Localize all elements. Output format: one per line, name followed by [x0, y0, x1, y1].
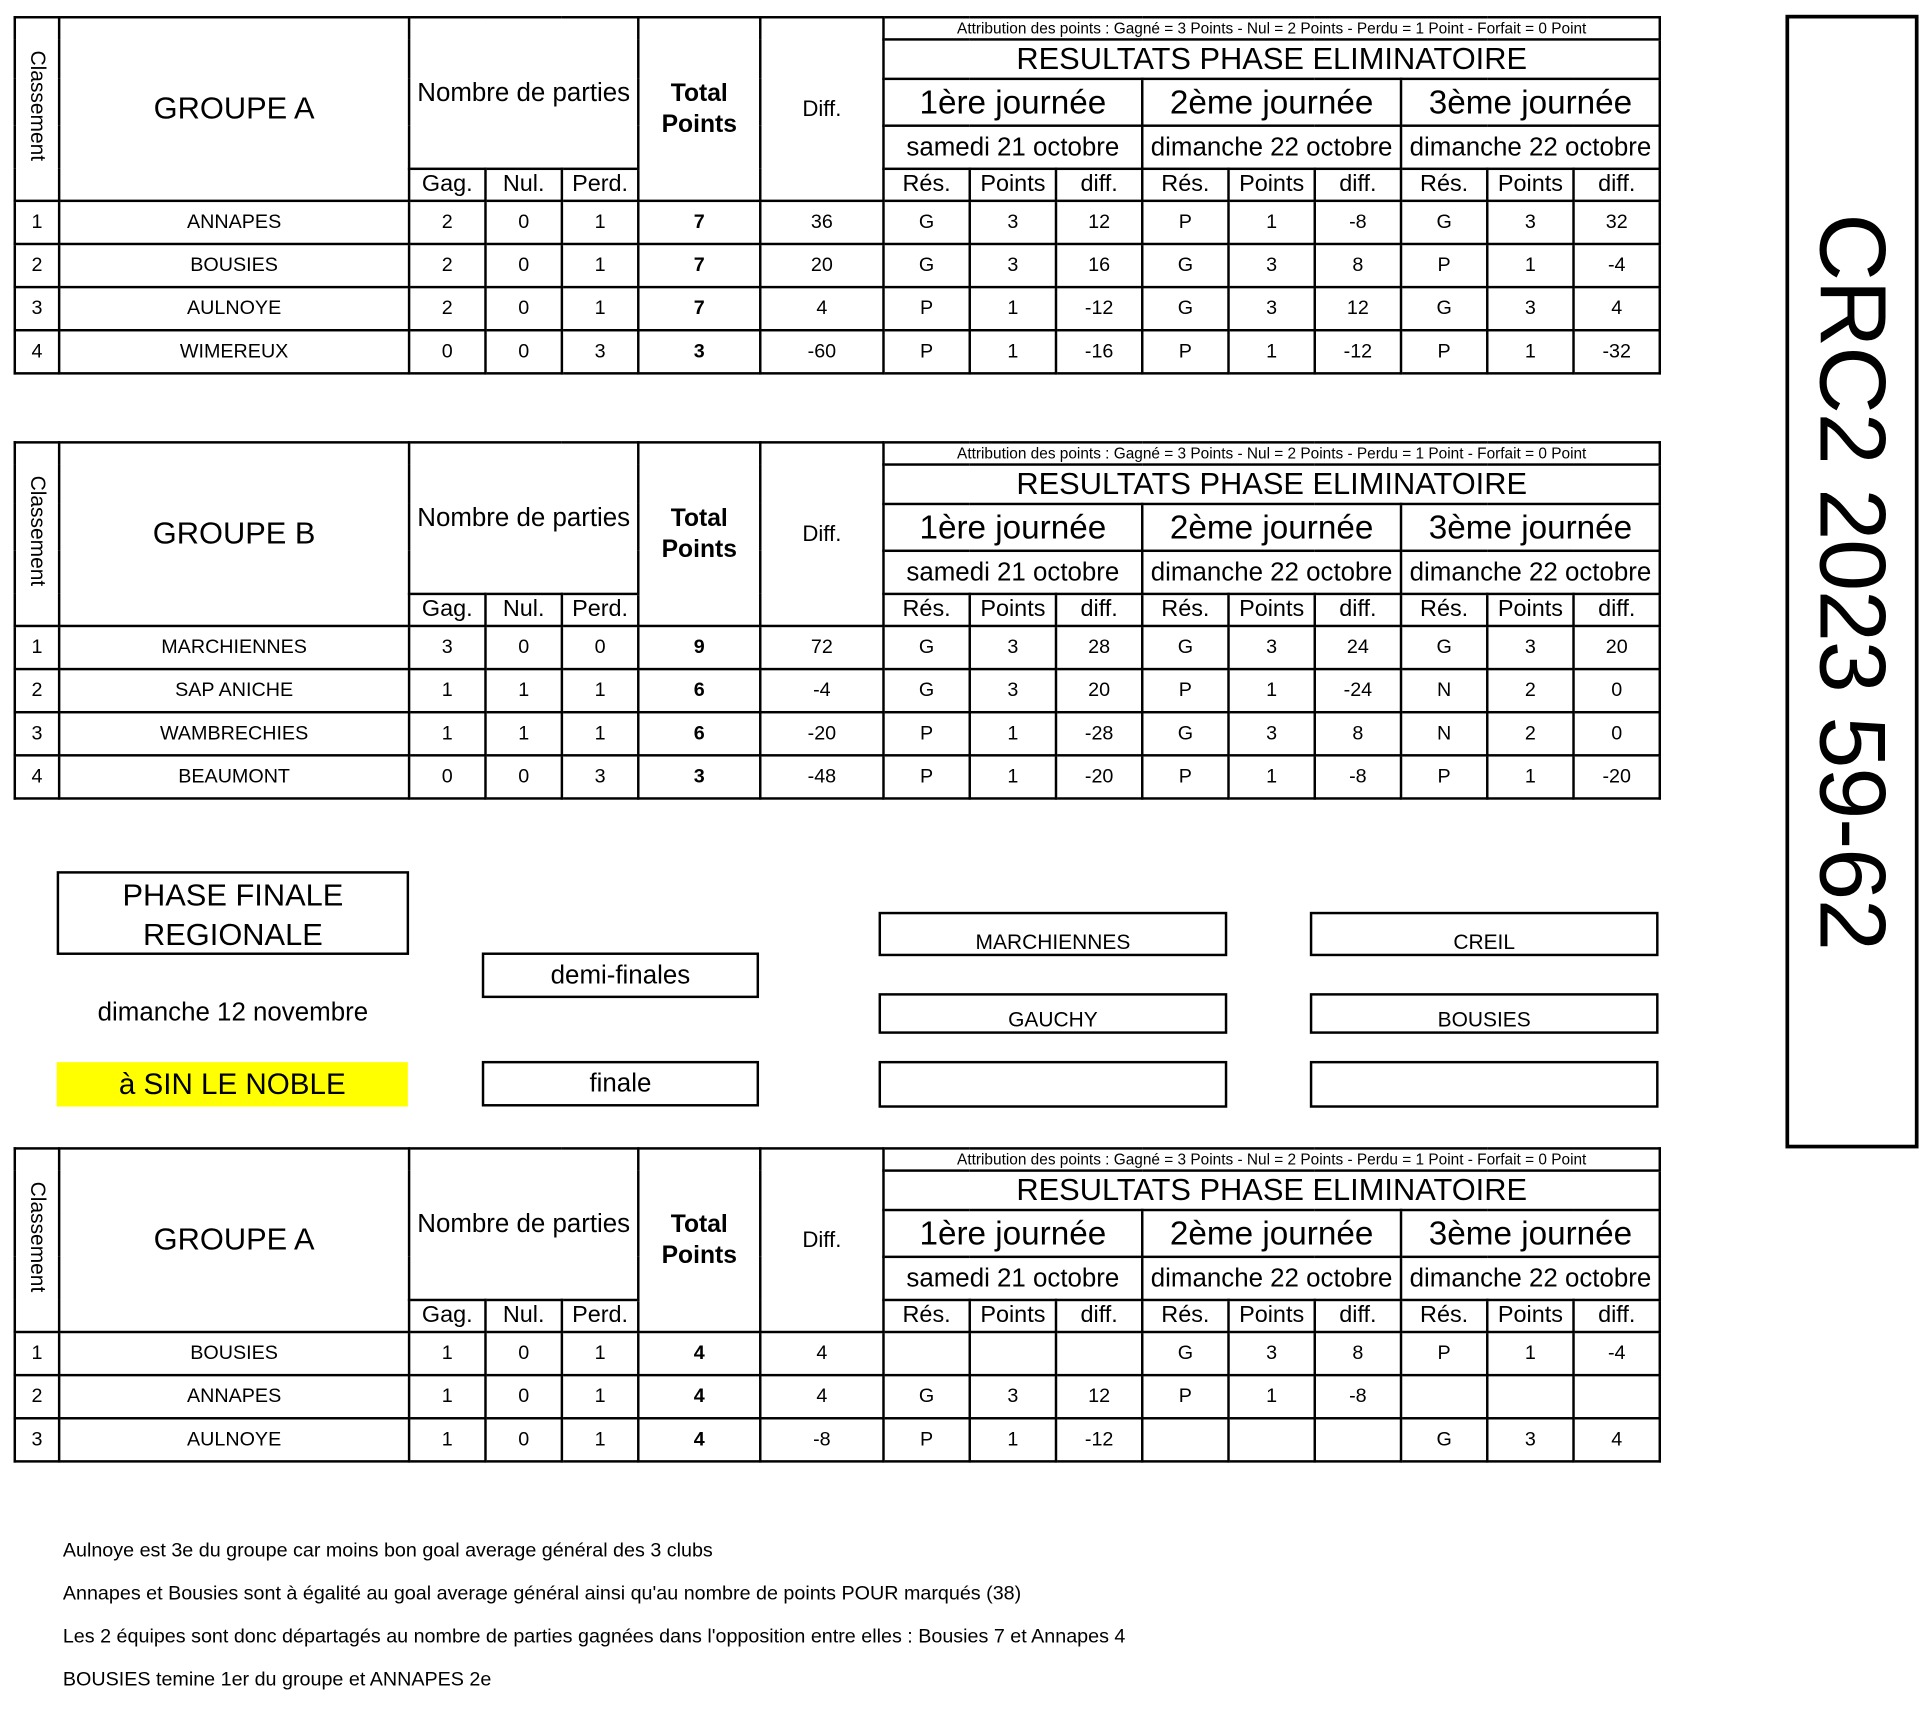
points-header: Points: [1229, 1300, 1315, 1332]
res-header: Rés.: [883, 1300, 969, 1332]
cell-j3-diff: 4: [1574, 287, 1660, 330]
cell-j1-diff: -12: [1056, 287, 1142, 330]
cell-nul: 0: [485, 330, 561, 373]
cell-j2-points: 1: [1229, 330, 1315, 373]
cell-j3-diff: 20: [1574, 626, 1660, 669]
points-header: Points: [970, 169, 1056, 201]
group-title: GROUPE B: [59, 442, 409, 626]
diff-sub-header: diff.: [1056, 1300, 1142, 1332]
cell-team: BOUSIES: [59, 1332, 409, 1375]
cell-j2-res: G: [1142, 287, 1228, 330]
cell-rank: 1: [15, 1332, 59, 1375]
res-header: Rés.: [883, 594, 969, 626]
cell-j3-res: P: [1401, 755, 1487, 798]
cell-j2-points: 3: [1229, 244, 1315, 287]
cell-nul: 0: [485, 1375, 561, 1418]
perd-header: Perd.: [562, 1300, 638, 1332]
diff-sub-header: diff.: [1574, 594, 1660, 626]
cell-j1-diff: -20: [1056, 755, 1142, 798]
nul-header: Nul.: [485, 1300, 561, 1332]
table-row: [15, 1375, 1660, 1418]
cell-j3-diff: -4: [1574, 244, 1660, 287]
cell-team: WAMBRECHIES: [59, 712, 409, 755]
cell-j3-res: G: [1401, 201, 1487, 244]
res-header: Rés.: [1142, 1300, 1228, 1332]
cell-nul: 0: [485, 1332, 561, 1375]
cell-j1-res: G: [883, 626, 969, 669]
cell-j2-diff: 8: [1315, 1332, 1401, 1375]
cell-rank: 4: [15, 330, 59, 373]
cell-rank: 2: [15, 1375, 59, 1418]
note-3: Les 2 équipes sont donc départagés au nombre de parties gagnées dans l'opposition entre elles : Bousies 7 et Annapes 4: [62, 1626, 1126, 1648]
cell-j3-points: 3: [1487, 287, 1573, 330]
cell-total: 4: [638, 1375, 760, 1418]
res-header: Rés.: [1142, 169, 1228, 201]
cell-j2-diff: -12: [1315, 330, 1401, 373]
cell-j3-points: 1: [1487, 1332, 1573, 1375]
table-row: [15, 626, 1660, 669]
total-points-header: Total Points: [638, 1148, 760, 1332]
date-1: samedi 21 octobre: [883, 551, 1142, 594]
cell-j3-points: 3: [1487, 201, 1573, 244]
cell-diff: 20: [760, 244, 883, 287]
journee-2-header: 2ème journée: [1142, 504, 1401, 551]
cell-j3-res: [1401, 1375, 1487, 1418]
cell-j3-diff: [1574, 1375, 1660, 1418]
cell-perd: 1: [562, 1375, 638, 1418]
cell-team: MARCHIENNES: [59, 626, 409, 669]
cell-j2-points: 1: [1229, 201, 1315, 244]
cell-nul: 0: [485, 244, 561, 287]
cell-gag: 1: [409, 1332, 485, 1375]
date-2: dimanche 22 octobre: [1142, 126, 1401, 169]
cell-j2-diff: -8: [1315, 201, 1401, 244]
nombre-parties-header: Nombre de parties: [409, 442, 638, 594]
cell-gag: 1: [409, 712, 485, 755]
total-points-header: Total Points: [638, 17, 760, 201]
date-2: dimanche 22 octobre: [1142, 1257, 1401, 1300]
diff-header: Diff.: [760, 442, 883, 626]
cell-j3-res: P: [1401, 1332, 1487, 1375]
cell-j1-diff: -16: [1056, 330, 1142, 373]
cell-perd: 3: [562, 755, 638, 798]
cell-j1-res: G: [883, 1375, 969, 1418]
side-title: CRC2 2023 59-62: [1799, 213, 1905, 950]
final-team-a: [879, 1061, 1228, 1108]
table-row: [15, 330, 1660, 373]
cell-j2-diff: [1315, 1418, 1401, 1461]
diff-header: Diff.: [760, 17, 883, 201]
cell-j3-points: 1: [1487, 244, 1573, 287]
cell-j2-res: [1142, 1418, 1228, 1461]
table-row: [15, 755, 1660, 798]
cell-j2-diff: -8: [1315, 755, 1401, 798]
cell-j1-res: G: [883, 669, 969, 712]
cell-j1-res: P: [883, 330, 969, 373]
nombre-parties-header: Nombre de parties: [409, 1148, 638, 1300]
cell-j1-res: P: [883, 712, 969, 755]
res-header: Rés.: [883, 169, 969, 201]
cell-j2-res: G: [1142, 712, 1228, 755]
journee-3-header: 3ème journée: [1401, 79, 1660, 126]
res-header: Rés.: [1401, 594, 1487, 626]
points-header: Points: [970, 594, 1056, 626]
gag-header: Gag.: [409, 594, 485, 626]
cell-j1-diff: -28: [1056, 712, 1142, 755]
cell-rank: 2: [15, 244, 59, 287]
cell-j2-diff: 8: [1315, 712, 1401, 755]
cell-diff: -4: [760, 669, 883, 712]
cell-rank: 2: [15, 669, 59, 712]
cell-diff: 4: [760, 1375, 883, 1418]
cell-diff: -60: [760, 330, 883, 373]
nul-header: Nul.: [485, 594, 561, 626]
cell-perd: 0: [562, 626, 638, 669]
cell-team: ANNAPES: [59, 1375, 409, 1418]
cell-nul: 1: [485, 669, 561, 712]
cell-j1-points: 1: [970, 755, 1056, 798]
cell-j1-diff: 28: [1056, 626, 1142, 669]
date-3: dimanche 22 octobre: [1401, 1257, 1660, 1300]
cell-j1-points: [970, 1332, 1056, 1375]
phase-finale-line2: REGIONALE: [143, 917, 323, 953]
points-header: Points: [1487, 594, 1573, 626]
points-header: Points: [1487, 1300, 1573, 1332]
cell-j3-res: P: [1401, 244, 1487, 287]
cell-j2-points: [1229, 1418, 1315, 1461]
journee-2-header: 2ème journée: [1142, 79, 1401, 126]
cell-j1-points: 1: [970, 287, 1056, 330]
cell-j2-res: P: [1142, 669, 1228, 712]
cell-j1-diff: -12: [1056, 1418, 1142, 1461]
cell-perd: 1: [562, 244, 638, 287]
date-1: samedi 21 octobre: [883, 1257, 1142, 1300]
cell-j2-diff: 24: [1315, 626, 1401, 669]
table-row: [15, 1332, 1660, 1375]
cell-perd: 1: [562, 669, 638, 712]
cell-total: 4: [638, 1418, 760, 1461]
semi2-team-b: BOUSIES: [1310, 993, 1659, 1034]
cell-gag: 2: [409, 201, 485, 244]
cell-j2-diff: -24: [1315, 669, 1401, 712]
finale-date: dimanche 12 novembre: [97, 998, 369, 1027]
resultats-header: RESULTATS PHASE ELIMINATOIRE: [883, 39, 1659, 78]
classement-header: Classement: [15, 1148, 59, 1332]
points-attribution: Attribution des points : Gagné = 3 Points - Nul = 2 Points - Perdu = 1 Point - Forfait = 0 Point: [883, 17, 1659, 39]
cell-j2-points: 3: [1229, 626, 1315, 669]
cell-j3-points: 2: [1487, 669, 1573, 712]
cell-j3-diff: 0: [1574, 712, 1660, 755]
cell-team: AULNOYE: [59, 287, 409, 330]
group-a-table: [14, 16, 1662, 375]
date-2: dimanche 22 octobre: [1142, 551, 1401, 594]
cell-team: WIMEREUX: [59, 330, 409, 373]
cell-j2-res: P: [1142, 1375, 1228, 1418]
date-3: dimanche 22 octobre: [1401, 126, 1660, 169]
cell-j3-points: 3: [1487, 626, 1573, 669]
cell-rank: 3: [15, 287, 59, 330]
cell-j1-points: 1: [970, 712, 1056, 755]
cell-j3-points: 3: [1487, 1418, 1573, 1461]
cell-j2-points: 3: [1229, 712, 1315, 755]
resultats-header: RESULTATS PHASE ELIMINATOIRE: [883, 1171, 1659, 1210]
cell-j3-res: N: [1401, 669, 1487, 712]
cell-j1-res: P: [883, 755, 969, 798]
cell-rank: 1: [15, 201, 59, 244]
cell-j3-diff: 0: [1574, 669, 1660, 712]
cell-total: 6: [638, 669, 760, 712]
cell-j1-points: 3: [970, 626, 1056, 669]
cell-team: SAP ANICHE: [59, 669, 409, 712]
cell-j1-res: G: [883, 201, 969, 244]
classement-header: Classement: [15, 442, 59, 626]
cell-j2-diff: 8: [1315, 244, 1401, 287]
table-row: [15, 201, 1660, 244]
cell-nul: 0: [485, 287, 561, 330]
cell-perd: 1: [562, 287, 638, 330]
cell-total: 7: [638, 244, 760, 287]
journee-1-header: 1ère journée: [883, 1210, 1142, 1257]
cell-j3-diff: 4: [1574, 1418, 1660, 1461]
cell-j2-diff: -8: [1315, 1375, 1401, 1418]
semi1-team-a: MARCHIENNES: [879, 912, 1228, 956]
diff-sub-header: diff.: [1574, 1300, 1660, 1332]
cell-diff: -8: [760, 1418, 883, 1461]
note-2: Annapes et Bousies sont à égalité au goal average général ainsi qu'au nombre de points POUR marqués (38): [62, 1583, 1022, 1605]
cell-j3-diff: -32: [1574, 330, 1660, 373]
cell-j3-res: G: [1401, 287, 1487, 330]
cell-gag: 1: [409, 1418, 485, 1461]
cell-team: BEAUMONT: [59, 755, 409, 798]
diff-sub-header: diff.: [1574, 169, 1660, 201]
journee-2-header: 2ème journée: [1142, 1210, 1401, 1257]
cell-j3-res: G: [1401, 1418, 1487, 1461]
finale-label: finale: [482, 1061, 759, 1107]
cell-perd: 1: [562, 712, 638, 755]
journee-3-header: 3ème journée: [1401, 504, 1660, 551]
cell-j1-points: 3: [970, 669, 1056, 712]
group-a-tiebreak-table: [14, 1147, 1662, 1462]
cell-j2-res: G: [1142, 244, 1228, 287]
semi2-team-a: CREIL: [1310, 912, 1659, 956]
semi1-team-b: GAUCHY: [879, 993, 1228, 1034]
journee-1-header: 1ère journée: [883, 504, 1142, 551]
group-b-table: [14, 441, 1662, 800]
diff-sub-header: diff.: [1056, 169, 1142, 201]
gag-header: Gag.: [409, 1300, 485, 1332]
diff-sub-header: diff.: [1056, 594, 1142, 626]
cell-diff: 4: [760, 287, 883, 330]
cell-j1-points: 1: [970, 330, 1056, 373]
cell-nul: 1: [485, 712, 561, 755]
nombre-parties-header: Nombre de parties: [409, 17, 638, 169]
cell-gag: 2: [409, 244, 485, 287]
cell-j1-res: P: [883, 287, 969, 330]
date-3: dimanche 22 octobre: [1401, 551, 1660, 594]
cell-perd: 3: [562, 330, 638, 373]
nul-header: Nul.: [485, 169, 561, 201]
perd-header: Perd.: [562, 594, 638, 626]
cell-gag: 3: [409, 626, 485, 669]
cell-rank: 4: [15, 755, 59, 798]
perd-header: Perd.: [562, 169, 638, 201]
cell-diff: 4: [760, 1332, 883, 1375]
cell-perd: 1: [562, 1418, 638, 1461]
points-header: Points: [1229, 594, 1315, 626]
cell-j2-points: 1: [1229, 755, 1315, 798]
note-1: Aulnoye est 3e du groupe car moins bon goal average général des 3 clubs: [62, 1540, 713, 1562]
cell-total: 9: [638, 626, 760, 669]
cell-j3-points: 1: [1487, 330, 1573, 373]
cell-j3-diff: -4: [1574, 1332, 1660, 1375]
cell-diff: -48: [760, 755, 883, 798]
group-title: GROUPE A: [59, 17, 409, 201]
classement-header: Classement: [15, 17, 59, 201]
cell-nul: 0: [485, 201, 561, 244]
cell-j2-points: 1: [1229, 1375, 1315, 1418]
cell-team: AULNOYE: [59, 1418, 409, 1461]
cell-j3-diff: -20: [1574, 755, 1660, 798]
cell-total: 7: [638, 287, 760, 330]
diff-sub-header: diff.: [1315, 169, 1401, 201]
note-4: BOUSIES temine 1er du groupe et ANNAPES 2e: [62, 1669, 492, 1691]
finale-location: à SIN LE NOBLE: [57, 1062, 408, 1106]
cell-j1-res: G: [883, 244, 969, 287]
gag-header: Gag.: [409, 169, 485, 201]
diff-sub-header: diff.: [1315, 1300, 1401, 1332]
cell-total: 4: [638, 1332, 760, 1375]
points-header: Points: [1487, 169, 1573, 201]
cell-j3-points: 2: [1487, 712, 1573, 755]
cell-nul: 0: [485, 626, 561, 669]
cell-j1-points: 3: [970, 244, 1056, 287]
group-title: GROUPE A: [59, 1148, 409, 1332]
cell-j2-points: 1: [1229, 669, 1315, 712]
res-header: Rés.: [1142, 594, 1228, 626]
cell-j1-diff: 12: [1056, 201, 1142, 244]
journee-3-header: 3ème journée: [1401, 1210, 1660, 1257]
cell-j3-points: [1487, 1375, 1573, 1418]
resultats-header: RESULTATS PHASE ELIMINATOIRE: [883, 465, 1659, 504]
cell-total: 7: [638, 201, 760, 244]
table-row: [15, 244, 1660, 287]
table-row: [15, 669, 1660, 712]
cell-perd: 1: [562, 201, 638, 244]
cell-rank: 3: [15, 1418, 59, 1461]
phase-finale-box: [57, 871, 409, 955]
cell-j2-res: G: [1142, 1332, 1228, 1375]
cell-j2-res: P: [1142, 755, 1228, 798]
cell-total: 6: [638, 712, 760, 755]
cell-j3-points: 1: [1487, 755, 1573, 798]
cell-nul: 0: [485, 755, 561, 798]
cell-perd: 1: [562, 1332, 638, 1375]
cell-total: 3: [638, 330, 760, 373]
demi-finales-label: demi-finales: [482, 952, 759, 998]
cell-gag: 1: [409, 669, 485, 712]
cell-j2-points: 3: [1229, 287, 1315, 330]
diff-header: Diff.: [760, 1148, 883, 1332]
cell-team: ANNAPES: [59, 201, 409, 244]
cell-diff: 72: [760, 626, 883, 669]
final-team-b: [1310, 1061, 1659, 1108]
res-header: Rés.: [1401, 1300, 1487, 1332]
journee-1-header: 1ère journée: [883, 79, 1142, 126]
cell-j3-diff: 32: [1574, 201, 1660, 244]
cell-gag: 0: [409, 330, 485, 373]
cell-j1-diff: 20: [1056, 669, 1142, 712]
cell-j2-points: 3: [1229, 1332, 1315, 1375]
cell-j3-res: P: [1401, 330, 1487, 373]
cell-gag: 0: [409, 755, 485, 798]
cell-j2-diff: 12: [1315, 287, 1401, 330]
cell-j1-points: 3: [970, 201, 1056, 244]
table-row: [15, 712, 1660, 755]
cell-j3-res: N: [1401, 712, 1487, 755]
cell-diff: -20: [760, 712, 883, 755]
cell-rank: 1: [15, 626, 59, 669]
side-title-box: [1785, 15, 1918, 1149]
cell-j1-diff: 12: [1056, 1375, 1142, 1418]
points-attribution: Attribution des points : Gagné = 3 Points - Nul = 2 Points - Perdu = 1 Point - Forfait = 0 Point: [883, 1148, 1659, 1170]
cell-j1-res: [883, 1332, 969, 1375]
cell-j1-diff: 16: [1056, 244, 1142, 287]
cell-rank: 3: [15, 712, 59, 755]
phase-finale-line1: PHASE FINALE: [122, 878, 344, 914]
cell-j2-res: P: [1142, 201, 1228, 244]
diff-sub-header: diff.: [1315, 594, 1401, 626]
table-row: [15, 1418, 1660, 1461]
cell-gag: 1: [409, 1375, 485, 1418]
points-header: Points: [970, 1300, 1056, 1332]
cell-j3-res: G: [1401, 626, 1487, 669]
table-row: [15, 287, 1660, 330]
cell-j2-res: P: [1142, 330, 1228, 373]
cell-j1-diff: [1056, 1332, 1142, 1375]
cell-total: 3: [638, 755, 760, 798]
cell-j1-res: P: [883, 1418, 969, 1461]
points-header: Points: [1229, 169, 1315, 201]
cell-j1-points: 1: [970, 1418, 1056, 1461]
cell-j2-res: G: [1142, 626, 1228, 669]
cell-gag: 2: [409, 287, 485, 330]
cell-team: BOUSIES: [59, 244, 409, 287]
total-points-header: Total Points: [638, 442, 760, 626]
points-attribution: Attribution des points : Gagné = 3 Points - Nul = 2 Points - Perdu = 1 Point - Forfait = 0 Point: [883, 442, 1659, 464]
res-header: Rés.: [1401, 169, 1487, 201]
cell-j1-points: 3: [970, 1375, 1056, 1418]
cell-nul: 0: [485, 1418, 561, 1461]
cell-diff: 36: [760, 201, 883, 244]
date-1: samedi 21 octobre: [883, 126, 1142, 169]
